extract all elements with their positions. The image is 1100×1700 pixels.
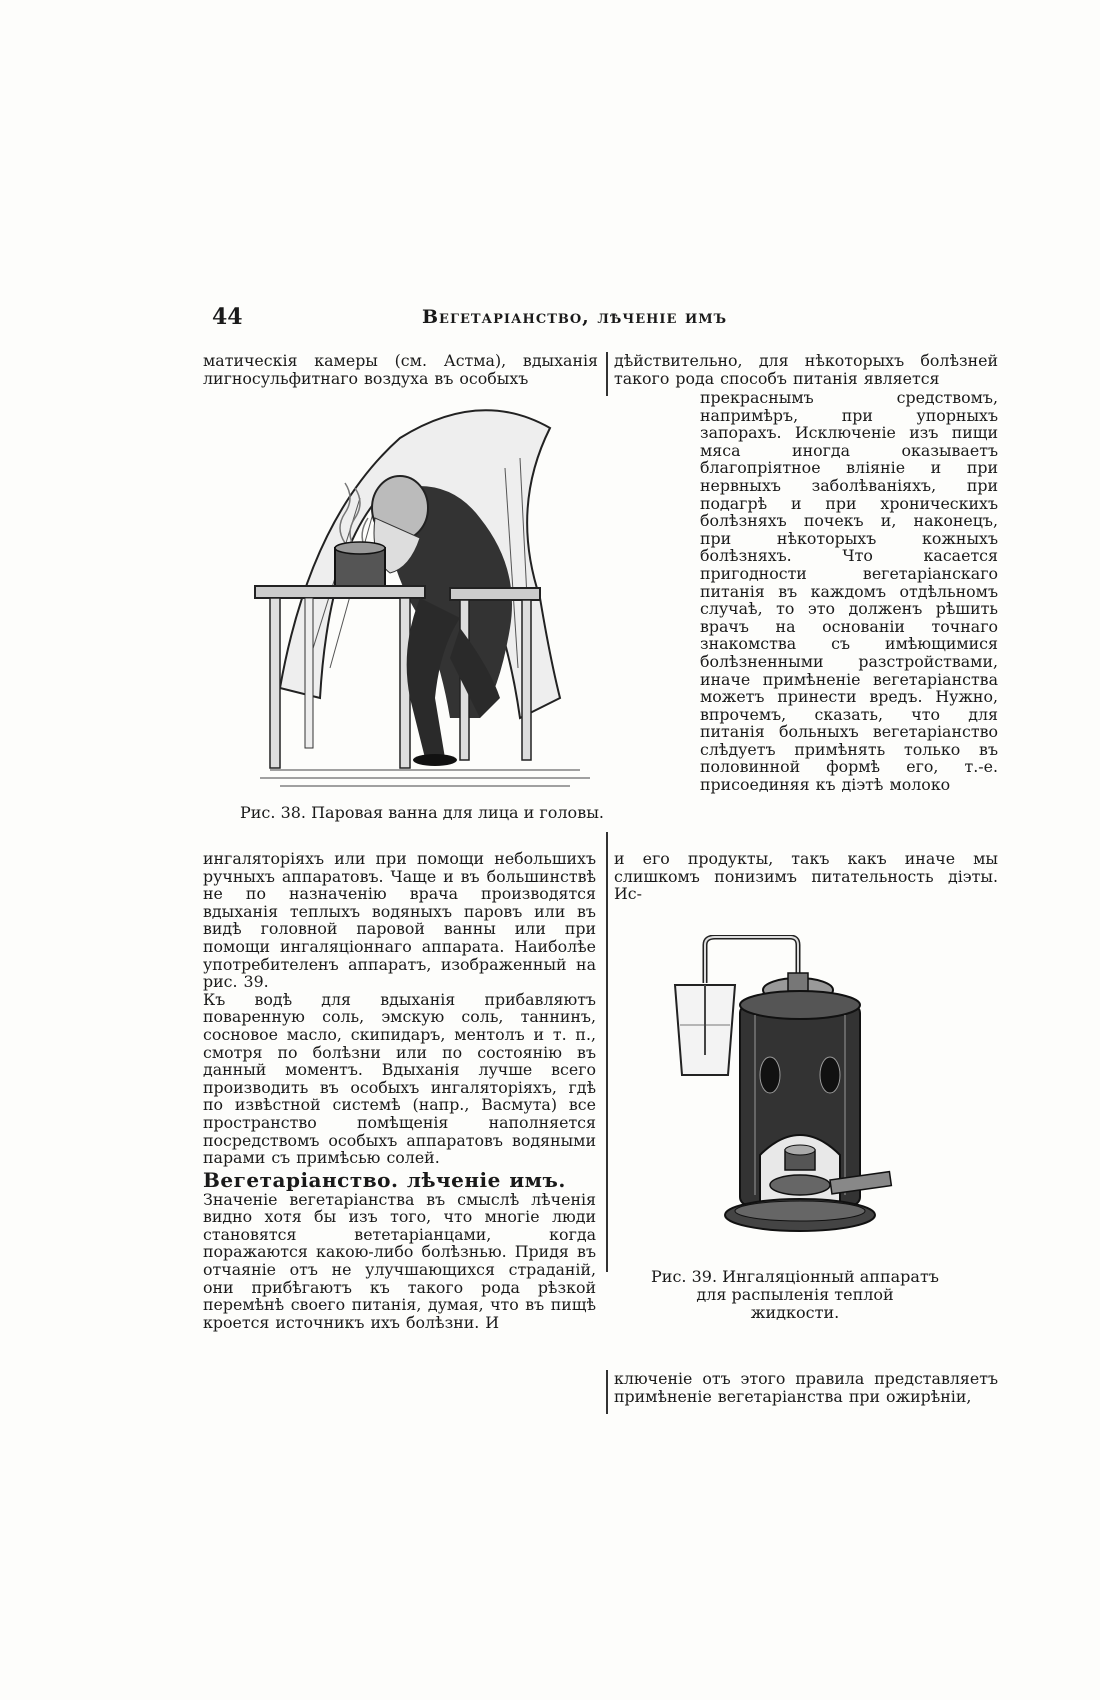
right-wrapped-paragraph: прекраснымъ средствомъ, напримѣръ, при упорныхъ запорахъ. Исключеніе изъ пищи мяса иногда оказываетъ благопріятное вліяніе и при нервныхъ заболѣваніяхъ, при подагрѣ и при хроническихъ болѣзняхъ почекъ и, наконецъ, при нѣкоторыхъ кожныхъ болѣзняхъ. Что касается пригодности вегетаріанскаго питанія въ каждомъ отдѣльномъ случаѣ, то это долженъ рѣшить врачъ на основаніи точнаго знакомства съ имѣющимися болѣзненными разстройствами, иначе примѣненіе вегетаріанства можетъ принести вредъ. Нужно, впрочемъ, сказать, что для питанія больныхъ вегетаріанство слѣдуетъ примѣнять только въ половинной формѣ его, т.-е. присоединяя къ діэтѣ молоко xyxy=(700,388,998,795)
left-intro-text xyxy=(203,352,598,387)
left-paragraph-1: ингаляторіяхъ или при помощи небольшихъ ручныхъ аппаратовъ. Чаще и въ большинствѣ не по назначенію врача производятся вдыханія теплыхъ водяныхъ паровъ или въ видѣ головной паровой ванны или при помощи ингаляціоннаго аппарата. Наиболѣе употребителенъ аппаратъ, изображенный на рис. 39. xyxy=(203,849,596,992)
right-continued-text xyxy=(614,850,998,903)
right-bottom-text xyxy=(614,1370,998,1405)
running-title: Вегетаріанство, лѣченіе имъ xyxy=(422,306,728,328)
left-paragraph-3: Значеніе вегетаріанства въ смыслѣ лѣченія видно хотя бы изъ того, что многіе люди становятся вететаріанцами, когда поражаются какою-либо болѣзнью. Придя въ отчаяніе отъ не улучшающихся страданій, они прибѣгаютъ къ такого рода рѣзкой перемѣнѣ своего питанія, думая, что въ пищѣ кроется источникъ ихъ болѣзни. И xyxy=(203,1189,596,1332)
left-intro-paragraph: матическія камеры (см. Астма), вдыханія лигносульфитнаго воздуха въ особыхъ xyxy=(203,351,598,388)
right-bottom-paragraph: ключеніе отъ этого правила представляетъ примѣненіе вегетаріанства при ожирѣніи, xyxy=(614,1369,998,1406)
column-divider-bottom xyxy=(606,1370,608,1414)
figure-39-caption: Рис. 39. Ингаляціонный аппаратъ для распыленія теплой жидкости. xyxy=(651,1267,939,1322)
right-wrapped-text xyxy=(700,389,998,794)
column-divider-middle xyxy=(606,832,608,1272)
left-paragraph-2: Къ водѣ для вдыханія прибавляютъ поваренную соль, эмскую соль, таннинъ, сосновое масло, скипидаръ, ментолъ и т. п., смотря по болѣзни или по состоянію въ данный моментъ. Вдыханія лучше всего производить въ особыхъ ингаляторіяхъ, гдѣ по извѣстной системѣ (напр., Васмута) все пространство помѣщенія наполняется посредствомъ особыхъ аппаратовъ водяными парами съ примѣсью солей. xyxy=(203,989,596,1168)
page-header xyxy=(212,304,997,334)
figure-38-caption: Рис. 38. Паровая ванна для лица и головы. xyxy=(240,803,605,822)
page-number: 44 xyxy=(212,304,243,330)
column-divider-top xyxy=(606,352,608,396)
right-top-text xyxy=(614,352,998,387)
right-top-paragraph: дѣйствительно, для нѣкоторыхъ болѣзней такого рода способъ питанія является xyxy=(614,351,998,388)
right-continued-paragraph: и его продукты, такъ какъ иначе мы слишкомъ понизимъ питательность діэты. Ис- xyxy=(614,849,998,904)
figure-38-steam-bath-illustration xyxy=(250,398,600,798)
left-main-text xyxy=(203,850,596,1331)
section-heading: Вегетаріанство. лѣченіе имъ. xyxy=(203,1167,566,1192)
figure-39-inhalation-apparatus-illustration xyxy=(670,935,930,1255)
